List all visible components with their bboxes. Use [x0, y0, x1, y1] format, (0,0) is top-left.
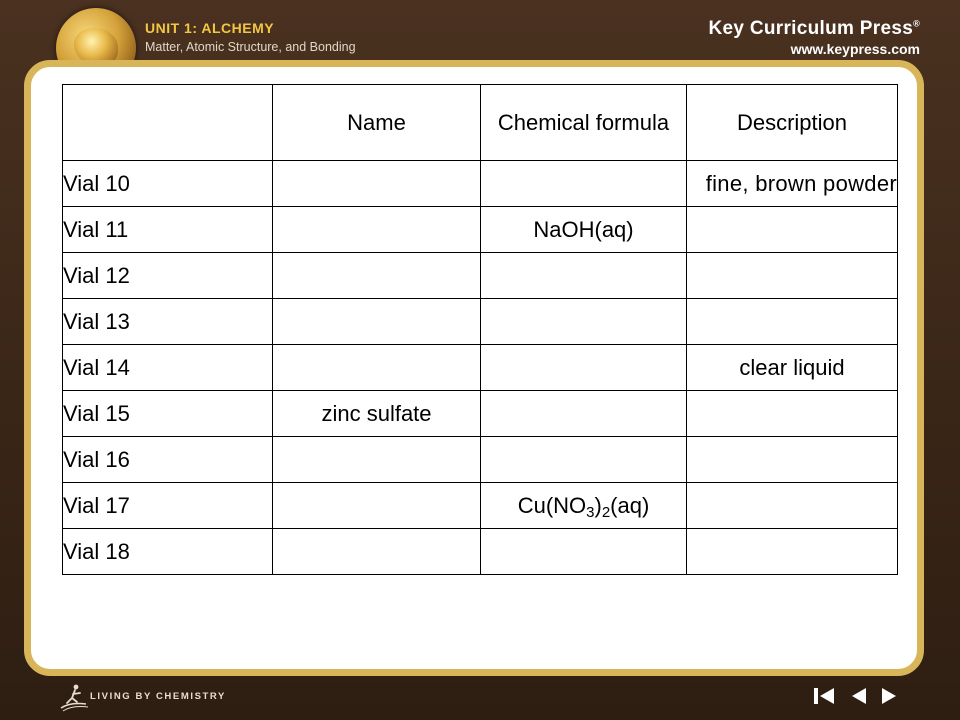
table-row — [63, 483, 898, 529]
table-row — [63, 529, 898, 575]
previous-slide-icon[interactable] — [849, 685, 869, 707]
name-cell: zinc sulfate — [273, 391, 481, 437]
table-row — [63, 207, 898, 253]
vials-table — [62, 84, 898, 575]
vial-label: Vial 11 — [63, 207, 273, 253]
name-cell — [273, 345, 481, 391]
table-header-row — [63, 85, 898, 161]
formula-cell: NaOH(aq) — [481, 207, 687, 253]
table-row — [63, 253, 898, 299]
formula-part: ) — [594, 492, 602, 518]
unit-subtitle: Matter, Atomic Structure, and Bonding — [145, 40, 356, 54]
name-cell — [273, 299, 481, 345]
publisher-url[interactable]: www.keypress.com — [790, 41, 920, 57]
vial-label: Vial 16 — [63, 437, 273, 483]
formula-cell — [481, 437, 687, 483]
table-row — [63, 299, 898, 345]
publisher-name — [709, 18, 920, 40]
name-cell — [273, 437, 481, 483]
description-cell — [687, 529, 898, 575]
header-description: Description — [687, 85, 898, 161]
description-cell — [687, 299, 898, 345]
name-cell — [273, 483, 481, 529]
vial-label: Vial 14 — [63, 345, 273, 391]
description-cell — [687, 253, 898, 299]
description-cell: clear liquid — [687, 345, 898, 391]
header-chemical-formula: Chemical formula — [481, 85, 687, 161]
name-cell — [273, 529, 481, 575]
footer-brand: LIVING BY CHEMISTRY — [90, 691, 226, 702]
description-cell — [687, 391, 898, 437]
registered-mark: ® — [913, 18, 920, 29]
table-row — [63, 161, 898, 207]
description-cell — [687, 207, 898, 253]
formula-cell — [481, 345, 687, 391]
vial-label: Vial 10 — [63, 161, 273, 207]
vial-label: Vial 15 — [63, 391, 273, 437]
table-row — [63, 345, 898, 391]
name-cell — [273, 207, 481, 253]
header-name: Name — [273, 85, 481, 161]
name-cell — [273, 161, 481, 207]
vial-label: Vial 17 — [63, 483, 273, 529]
vial-label: Vial 12 — [63, 253, 273, 299]
name-cell — [273, 253, 481, 299]
formula-subscript: 2 — [601, 503, 611, 521]
formula-cell — [481, 161, 687, 207]
formula-cell — [481, 253, 687, 299]
description-cell — [687, 483, 898, 529]
formula-cell — [481, 529, 687, 575]
formula-cell — [481, 483, 687, 529]
header-blank — [63, 85, 273, 161]
vial-label: Vial 18 — [63, 529, 273, 575]
table-row — [63, 437, 898, 483]
formula-part: (aq) — [610, 492, 650, 518]
formula-subscript: 3 — [586, 503, 595, 521]
description-cell: fine, brown powder — [687, 161, 898, 207]
living-by-chemistry-logo-icon — [58, 682, 90, 714]
publisher-label: Key Curriculum Press — [708, 18, 914, 39]
first-slide-icon[interactable] — [813, 685, 837, 707]
description-cell — [687, 437, 898, 483]
formula-cell — [481, 299, 687, 345]
formula-cell — [481, 391, 687, 437]
table-row — [63, 391, 898, 437]
next-slide-icon[interactable] — [879, 685, 899, 707]
vial-label: Vial 13 — [63, 299, 273, 345]
formula-part: Cu(NO — [517, 492, 587, 518]
unit-title: UNIT 1: ALCHEMY — [145, 20, 275, 36]
